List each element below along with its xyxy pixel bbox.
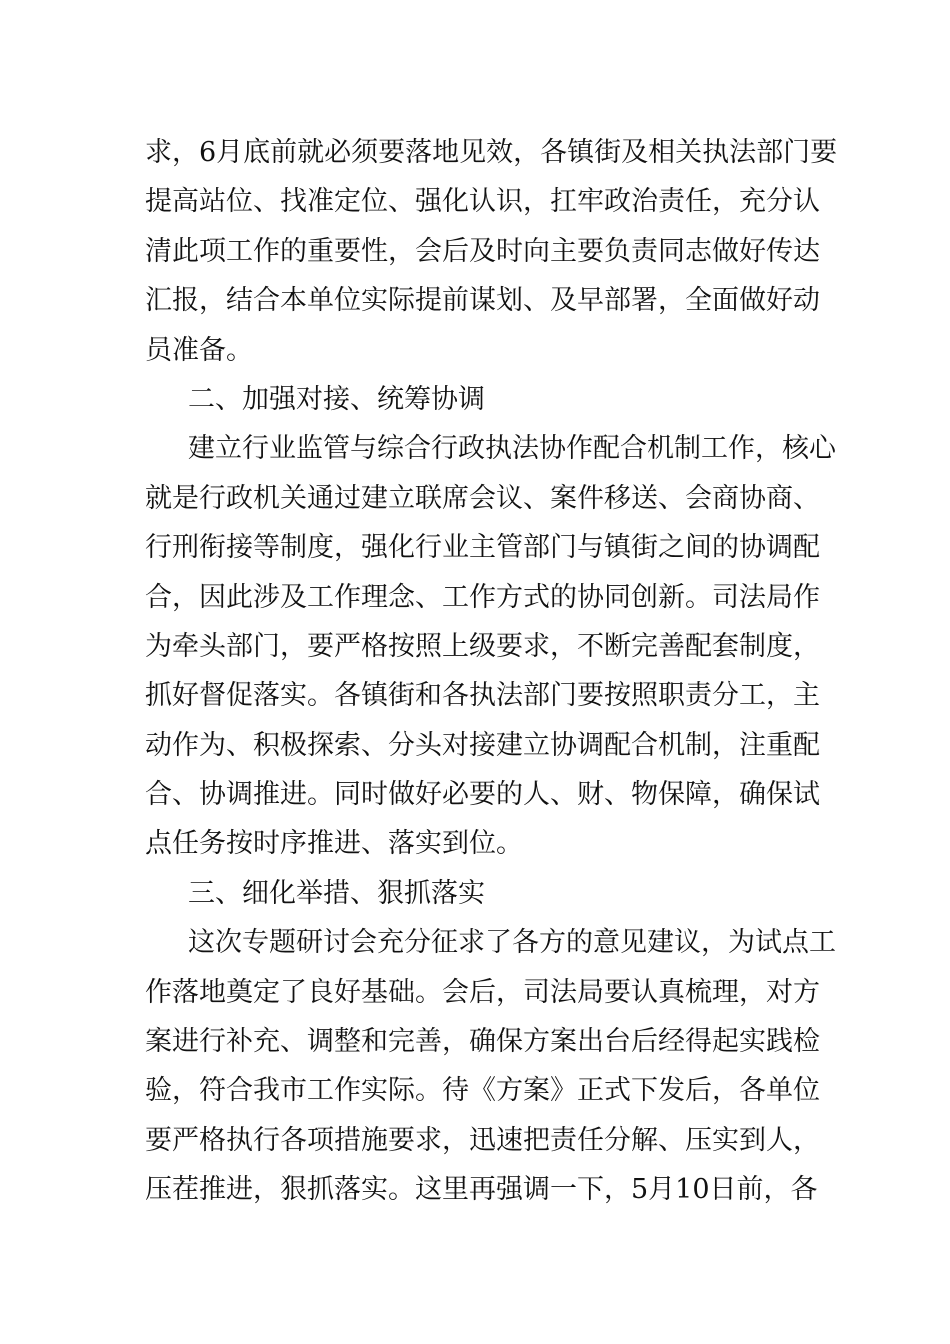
paragraph-line: 压茬推进，狠抓落实。这里再强调一下，5月10日前，各	[145, 1174, 818, 1206]
paragraph-line: 行刑衔接等制度，强化行业主管部门与镇街之间的协调配	[145, 532, 820, 564]
paragraph-line: 求，6月底前就必须要落地见效，各镇街及相关执法部门要	[145, 137, 838, 168]
section-heading: 二、加强对接、统筹协调	[188, 383, 485, 415]
paragraph-line: 这次专题研讨会充分征求了各方的意见建议，为试点工	[188, 927, 836, 959]
paragraph-line: 要严格执行各项措施要求，迅速把责任分解、压实到人，	[145, 1124, 820, 1156]
paragraph-line: 员准备。	[145, 334, 253, 366]
paragraph-line: 动作为、积极探索、分头对接建立协调配合机制，注重配	[145, 729, 820, 761]
paragraph-line: 为牵头部门，要严格按照上级要求，不断完善配套制度，	[145, 630, 820, 662]
paragraph-line: 验，符合我市工作实际。待《方案》正式下发后，各单位	[145, 1075, 820, 1107]
paragraph-line: 合、协调推进。同时做好必要的人、财、物保障，确保试	[145, 779, 820, 811]
paragraph-line: 案进行补充、调整和完善，确保方案出台后经得起实践检	[145, 1026, 820, 1058]
paragraph-line: 就是行政机关通过建立联席会议、案件移送、会商协商、	[145, 482, 820, 514]
paragraph-line: 作落地奠定了良好基础。会后，司法局要认真梳理，对方	[145, 976, 820, 1008]
document-body	[145, 128, 838, 1215]
paragraph-line: 汇报，结合本单位实际提前谋划、及早部署，全面做好动	[145, 285, 820, 317]
paragraph-line: 提高站位、找准定位、强化认识，扛牢政治责任，充分认	[145, 186, 820, 218]
paragraph-line: 建立行业监管与综合行政执法协作配合机制工作，核心	[188, 433, 836, 465]
section-heading: 三、细化举措、狠抓落实	[188, 877, 485, 909]
paragraph-line: 合，因此涉及工作理念、工作方式的协同创新。司法局作	[145, 581, 820, 613]
paragraph-line: 清此项工作的重要性，会后及时向主要负责同志做好传达	[145, 235, 820, 267]
paragraph-line: 点任务按时序推进、落实到位。	[145, 828, 523, 860]
paragraph-line: 抓好督促落实。各镇街和各执法部门要按照职责分工，主	[145, 680, 820, 712]
